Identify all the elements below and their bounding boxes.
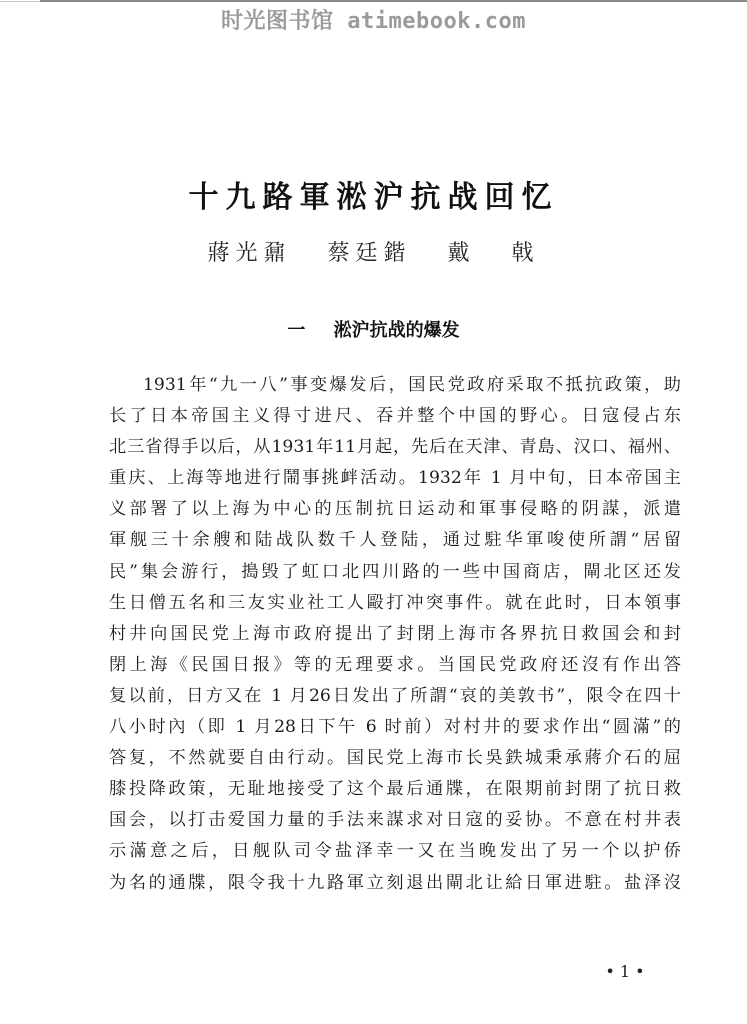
- text-line: 长了日本帝国主义得寸进尺、吞并整个中国的野心。日寇侵占东: [109, 406, 681, 427]
- author-3-family: 戟: [511, 241, 540, 266]
- text-line: 国会，以打击爱国力量的手法来謀求对日寇的妥协。不意在村井表: [109, 810, 681, 831]
- author-2: 蔡廷鍇: [327, 241, 412, 266]
- text-line: 村井向国民党上海市政府提出了封閉上海市各界抗日救国会和封: [109, 623, 681, 644]
- text-line: 义部署了以上海为中心的压制抗日运动和軍事侵略的阴謀，派遣: [109, 499, 681, 520]
- text-line: 重庆、上海等地进行鬧事挑衅活动。1932年 1 月中旬，日本帝国主: [109, 468, 681, 489]
- text-line: 軍舰三十余艘和陆战队数千人登陆，通过駐华軍唆使所謂“居留: [109, 530, 681, 551]
- top-rule-left: [0, 1, 40, 2]
- section-heading: [0, 316, 747, 342]
- text-line: 生日僧五名和三友实业社工人毆打冲突事件。就在此时，日本領事: [109, 592, 681, 613]
- text-line: 为名的通牒，限令我十九路軍立刻退出閘北让給日軍进駐。盐泽沒: [109, 872, 681, 893]
- text-line: 答复，不然就要自由行动。国民党上海市长吳鉄城秉承蔣介石的屈: [109, 748, 681, 769]
- text-line: 1931年“九一八”事变爆发后，国民党政府采取不抵抗政策，助: [143, 375, 681, 395]
- author-3-given: 戴: [447, 241, 476, 266]
- text-line: 八小时內（即 1 月28日下午 6 时前）对村井的要求作出“圆滿”的: [109, 717, 681, 738]
- text-line: 示滿意之后，日舰队司令盐泽幸一又在当晚发出了另一个以护侨: [109, 841, 681, 862]
- article-authors: [0, 236, 747, 267]
- text-line: 膝投降政策，无耻地接受了这个最后通牒，在限期前封閉了抗日救: [109, 779, 681, 800]
- text-line: 北三省得手以后，从1931年11月起，先后在天津、青島、汉口、福州、: [109, 437, 681, 458]
- section-title: 淞沪抗战的爆发: [333, 320, 460, 341]
- article-title: 十九路軍淞沪抗战回忆: [188, 180, 559, 215]
- top-rule: [40, 0, 747, 2]
- body-paragraph: [109, 370, 681, 899]
- watermark: 时光图书馆 atimebook.com: [221, 9, 526, 34]
- text-line: 复以前，日方又在 1 月26日发出了所謂“哀的美敦书”，限令在四十: [109, 685, 681, 706]
- page-number: • 1 •: [605, 962, 645, 981]
- text-line: 閉上海《民国日报》等的无理要求。当国民党政府还沒有作出答: [109, 654, 681, 675]
- author-1: 蔣光鼐: [207, 241, 292, 266]
- text-line: 民”集会游行，搗毁了虹口北四川路的一些中国商店，閘北区还发: [109, 561, 681, 582]
- section-number: 一: [287, 320, 306, 341]
